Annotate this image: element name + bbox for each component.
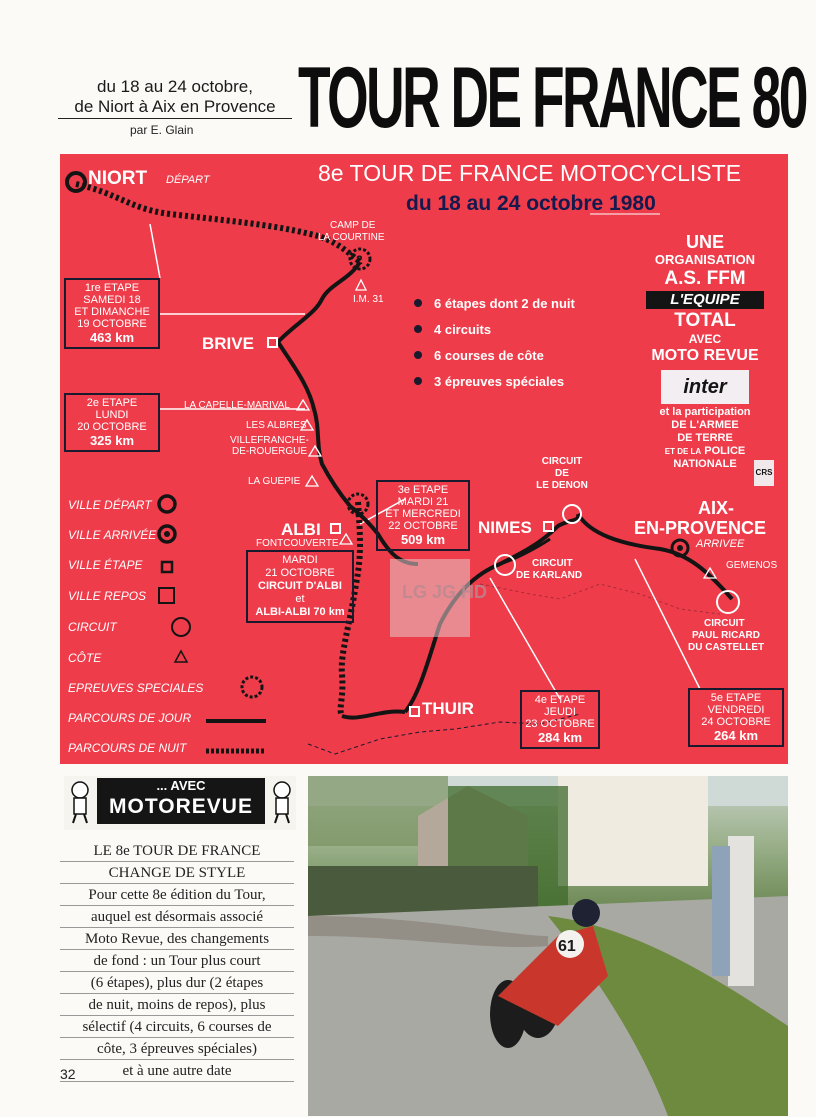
org-participation: et la participation (659, 406, 751, 418)
legend-repos-symbol (159, 588, 174, 603)
stage5-connector (635, 559, 700, 689)
city-brive: BRIVE (202, 334, 254, 353)
article-line: de nuit, moins de repos), plus (60, 994, 294, 1016)
org-moto-revue: MOTO REVUE (651, 347, 759, 364)
im31-cote-marker (356, 280, 366, 290)
feature-text: 3 épreuves spéciales (434, 374, 565, 389)
legend-depart: VILLE DÉPART (68, 498, 152, 512)
brive-marker (268, 338, 277, 347)
place-courtine-line1: CAMP DE (330, 220, 376, 231)
legend-speciale-symbol (242, 677, 262, 697)
albi-box-line5: ALBI-ALBI 70 km (255, 606, 345, 618)
spectator-figure (712, 846, 730, 976)
feature-text: 6 courses de côte (434, 348, 544, 363)
albi-circuit-box (246, 550, 354, 623)
albi-box-line2: 21 OCTOBRE (265, 567, 335, 579)
organisation-panel (632, 232, 778, 490)
spectator-figure (728, 836, 754, 986)
place-im31: I.M. 31 (353, 294, 384, 305)
stage-box-5 (688, 688, 784, 747)
place-karland-line2: DE KARLAND (516, 570, 583, 581)
feature-item-4 (414, 374, 564, 389)
stage-2-km: 325 km (89, 433, 135, 448)
article-line: côte, 3 épreuves spéciales) (60, 1038, 294, 1060)
thuir-marker (410, 707, 419, 716)
stage-3-line4: 22 OCTOBRE (388, 520, 458, 532)
stage-2-line3: 20 OCTOBRE (77, 421, 147, 433)
day-route-to-thuir (342, 712, 405, 718)
aix-tag: ARRIVEE (696, 538, 745, 550)
legend-cote: CÔTE (68, 651, 102, 665)
feature-item-1 (414, 296, 575, 311)
place-ricard-line1: CIRCUIT (704, 618, 745, 629)
route-map (60, 154, 788, 764)
legend-depart-symbol (159, 496, 175, 512)
org-crs-badge: CRS (754, 460, 774, 486)
stage-box-2 (64, 393, 160, 452)
article-line: de fond : un Tour plus court (60, 950, 294, 972)
stage4-connector (490, 578, 560, 699)
city-albi: ALBI (281, 520, 321, 539)
feature-bullet (414, 299, 422, 307)
org-terre: DE TERRE (677, 432, 733, 444)
stage-3-line2: MARDI 21 (397, 496, 449, 508)
stage-2-line1: 2e ETAPE (86, 397, 138, 409)
city-thuir: THUIR (422, 699, 474, 718)
legend-circuit: CIRCUIT (68, 620, 117, 634)
place-denon-line3: LE DENON (536, 480, 588, 491)
legend-cote-symbol (175, 651, 187, 662)
day-route-courtine-albi (278, 262, 360, 506)
legend-speciales: EPREUVES SPECIALES (68, 681, 204, 695)
niort-tag: DÉPART (166, 174, 210, 186)
place-ricard-line2: PAUL RICARD (692, 630, 760, 641)
legend-repos: VILLE REPOS (68, 589, 147, 603)
byline: par E. Glain (130, 123, 194, 137)
org-armee: DE L'ARMEE (671, 419, 739, 431)
albi-box-line1: MARDI (282, 554, 318, 566)
org-organisation: ORGANISATION (654, 252, 756, 267)
org-une: UNE (685, 232, 724, 252)
page-number: 32 (60, 1066, 76, 1082)
albi-repos-marker (331, 524, 340, 533)
city-aix-line2: EN-PROVENCE (634, 518, 767, 538)
motorevue-banner (64, 776, 296, 830)
stage-1-line3: ET DIMANCHE (74, 306, 150, 318)
legend-etape-symbol (162, 562, 172, 572)
night-route-niort-courtine (76, 184, 360, 262)
stage-4-km: 284 km (537, 730, 583, 745)
article-line: et à une autre date (60, 1060, 294, 1082)
stage-2-line2: LUNDI (95, 409, 129, 421)
stage-5-line3: 24 OCTOBRE (701, 716, 771, 728)
fontcouverte-cote-marker (340, 534, 352, 544)
place-courtine-line2: LA COURTINE (318, 232, 385, 243)
legend-arrivee-dot (164, 531, 170, 537)
bike-number: 61 (558, 938, 576, 955)
place-capelle: LA CAPELLE-MARIVAL (184, 400, 290, 411)
headline: TOUR DE FRANCE 80 (298, 50, 806, 146)
org-police-prefix: ET DE LA (664, 447, 702, 456)
legend-circuit-symbol (172, 618, 190, 636)
feature-bullet (414, 325, 422, 333)
stage-1-line1: 1re ETAPE (84, 282, 140, 294)
subtitle-line-2: de Niort à Aix en Provence (74, 97, 276, 116)
feature-bullet (414, 377, 422, 385)
stage-4-line2: JEUDI (544, 706, 576, 718)
article-line: CHANGE DE STYLE (60, 862, 294, 884)
article-line: Moto Revue, des changements (60, 928, 294, 950)
guepie-cote-marker (306, 476, 318, 486)
place-denon-line2: DE (555, 468, 569, 479)
race-photo-drawing (308, 776, 788, 1116)
banner-prefix: ... AVEC (156, 778, 206, 793)
courtine-stage-number: 2 (356, 253, 363, 267)
niort-start-marker (67, 173, 85, 191)
race-photo (308, 776, 788, 1116)
feature-text: 6 étapes dont 2 de nuit (434, 296, 575, 311)
watermark: LG JG HD (402, 582, 488, 602)
place-villefranche-line2: DE-ROUERGUE (232, 446, 308, 457)
stage-4-line3: 23 OCTOBRE (525, 718, 595, 730)
org-lequipe: L'EQUIPE (646, 291, 764, 309)
cartoon-right-icon (268, 780, 296, 824)
org-nationale: NATIONALE (673, 458, 737, 470)
stage-1-km: 463 km (89, 330, 135, 345)
stage-box-1 (64, 278, 160, 349)
org-avec: AVEC (688, 332, 722, 346)
article-line: sélectif (4 circuits, 6 courses de (60, 1016, 294, 1038)
banner-name: MOTOREVUE (109, 795, 253, 818)
city-nimes: NIMES (478, 518, 532, 537)
albi-box-line3: CIRCUIT D'ALBI (258, 580, 342, 592)
stage-1-line4: 19 OCTOBRE (77, 318, 147, 330)
place-gemenos: GEMENOS (726, 560, 778, 571)
stage-4-line1: 4e ETAPE (534, 694, 586, 706)
subtitle-rule (58, 118, 292, 119)
legend-etape: VILLE ÉTAPE (68, 558, 143, 572)
place-villefranche-line1: VILLEFRANCHE- (230, 435, 309, 446)
stage-3-line1: 3e ETAPE (397, 484, 449, 496)
stage-3-line3: ET MERCREDI (385, 508, 461, 520)
feature-text: 4 circuits (434, 322, 492, 337)
legend-nuit: PARCOURS DE NUIT (68, 741, 187, 755)
stage-1-line2: SAMEDI 18 (83, 294, 141, 306)
feature-item-2 (414, 322, 491, 337)
city-aix-line1: AIX- (698, 498, 734, 518)
place-denon-line1: CIRCUIT (541, 456, 583, 467)
org-police: POLICE (704, 445, 746, 457)
org-asffm: A.S. FFM (664, 268, 746, 289)
place-fontcouverte: FONTCOUVERTE (256, 538, 339, 549)
stage-5-km: 264 km (713, 728, 759, 743)
motorevue-logo (97, 778, 265, 824)
feature-bullet (414, 351, 422, 359)
article-line: auquel est désormais associé (60, 906, 294, 928)
place-karland-line1: CIRCUIT (532, 558, 573, 569)
org-total: TOTAL (674, 310, 736, 331)
place-guepie: LA GUEPIE (248, 476, 301, 487)
legend-arrivee: VILLE ARRIVÉE (68, 528, 157, 542)
stage-3-km: 509 km (400, 532, 446, 547)
albi-box-line4: et (295, 593, 305, 605)
place-albres: LES ALBRES (246, 420, 307, 431)
cartoon-left-icon (66, 780, 94, 824)
coastline (480, 584, 720, 614)
org-inter-logo: inter (661, 370, 749, 404)
stage-box-4 (520, 690, 600, 749)
stage1-pointer (150, 224, 160, 278)
stage-5-line2: VENDREDI (707, 704, 765, 716)
article-line: Pour cette 8e édition du Tour, (60, 884, 294, 906)
feature-item-3 (414, 348, 544, 363)
article-line: (6 étapes), plus dur (2 étapes (60, 972, 294, 994)
map-title-line2: du 18 au 24 octobre 1980 (406, 192, 656, 215)
subtitle-line-1: du 18 au 24 octobre, (97, 77, 253, 96)
aix-arrival-dot (677, 545, 683, 551)
place-ricard-line3: DU CASTELLET (688, 642, 765, 653)
stage-box-3 (376, 480, 470, 551)
article-line: LE 8e TOUR DE FRANCE (60, 840, 294, 862)
map-title-line1: 8e TOUR DE FRANCE MOTOCYCLISTE (318, 160, 742, 186)
city-niort: NIORT (88, 168, 148, 189)
legend-jour: PARCOURS DE JOUR (68, 711, 192, 725)
stage-5-line1: 5e ETAPE (710, 692, 762, 704)
